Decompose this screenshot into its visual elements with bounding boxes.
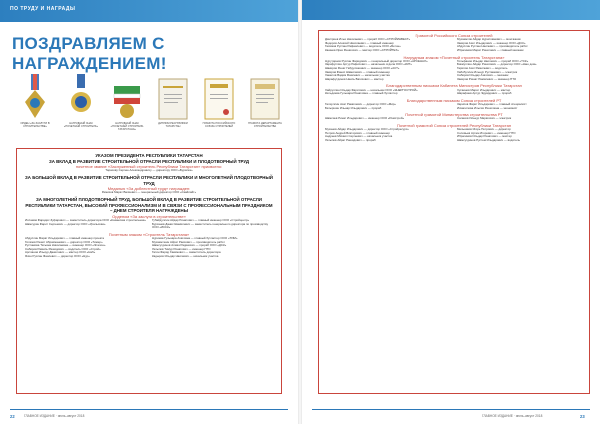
decree-box	[16, 148, 282, 394]
recipient: Каюмов Ирек Ренатович — мастер ООО «СТРОЙТЕХ»	[325, 47, 400, 52]
awards-list-box	[318, 30, 590, 394]
recipient: Гильфанов Ильдар Наилевич — прораб ООО «ТСК»	[457, 58, 529, 63]
award-type: Нагрудным знаком «Почетный строитель Татарстана»	[403, 54, 505, 60]
award-gramota-dept	[246, 72, 284, 128]
recipient: Рустамова Татьяна Николаевна — инженер ООО «Эталон»	[25, 243, 106, 248]
recipient: Хайруллин Ильдар Фаритович — начальник ООО «ЭНЕРГОСТРОЙ»	[325, 87, 418, 92]
award-type: Грамотой Российского Союза строителей	[415, 33, 493, 38]
page-number: 23	[580, 414, 585, 419]
award-caption: ДИПЛОМ РЕСПУБЛИКИ ТАТАРСТАН	[158, 122, 188, 129]
award-type: Почетным знаком «Строитель Татарстана»	[108, 231, 190, 237]
recipient-columns	[325, 38, 583, 52]
recipient: Закиров Азат Ильдарович — инженер ООО «ДСК»	[457, 40, 526, 45]
recipient: Соловьев Артем Игоревич — инженер ПТО	[457, 130, 516, 135]
recipient-columns	[325, 103, 583, 110]
decree-title: УКАЗОМ ПРЕЗИДЕНТА РЕСПУБЛИКИ ТАТАРСТАН	[95, 153, 203, 158]
recipient: Хусаинов Марат Ильдарович — мастер	[457, 87, 511, 92]
recipient: Мельников Игорь Петрович — директор	[457, 127, 511, 132]
recipient: Абдуллин Руслан Наилевич — производитель работ	[457, 44, 528, 49]
recipient: Гилязов Рашит Абрахманович — директор ООО «Тимер»	[25, 239, 103, 244]
recipient: Андреев Михаил Сергеевич — начальник участка	[325, 134, 393, 139]
recipient-columns	[325, 128, 583, 142]
page-number: 22	[10, 414, 15, 419]
award-gramota-rss	[200, 72, 238, 128]
recipient: Бикмуллин Айдар Ринатович — директор ООО «Наш дом»	[457, 62, 537, 67]
order-icon	[16, 72, 54, 120]
recipient: Дмитриев Илья Николаевич — прораб ООО «СТРОЙИНВЕСТ»	[325, 37, 411, 42]
recipient-columns	[25, 237, 273, 259]
recipient: Шакиров Ренат Габдулхакович — инженер ООО «АСТ»	[325, 65, 400, 70]
award-type: Благодарственным письмом Союза строителей РТ	[406, 97, 502, 103]
recipient: Яхин Руслан Фаилевич — директор ООО «Нур»	[25, 253, 90, 258]
recipient: Гасимов Руслан Рафаилевич — водитель ООО «Бетон»	[325, 44, 401, 49]
recipient: Шарафутдинов Наиль Вагизович — мастер	[325, 76, 384, 81]
recipient: Бурханов Данис Шамилевич — заместитель генерального директора по производству ООО «ИКСК»	[152, 221, 269, 230]
award-caption: НАГРУДНЫЙ ЗНАК «ПОЧЕТНЫЙ СТРОИТЕЛЬ ТАТАРСТАНА»	[110, 122, 144, 132]
recipient-columns	[325, 60, 583, 82]
award-type: Почетной грамотой Министерства строительства РТ	[405, 112, 503, 118]
section-title: ЗА БОЛЬШОЙ ВКЛАД В РАЗВИТИЕ СТРОИТЕЛЬНОЙ ОТРАСЛИ РЕСПУБЛИКИ И МНОГОЛЕТНИЙ ПЛОДОТВОРНЫЙ ТРУД	[25, 174, 273, 186]
awards-row	[12, 72, 292, 142]
award-type: Медалью «За доблестный труд» награжден:	[107, 186, 191, 192]
recipient: Кильдиева Гульнара Ринатовна — главный бухгалтер	[325, 91, 398, 96]
award-caption: НАГРУДНЫЙ ЗНАК «ПОЧЕТНЫЙ СТРОИТЕЛЬ»	[63, 122, 99, 129]
recipient: Петров Андрей Викторович — главный инженер	[325, 130, 390, 135]
recipient: Муханов Айдар Ильдарович — директор ООО «Стройресурс»	[325, 127, 409, 132]
section-label: ПО ТРУДУ И НАГРАДЫ	[10, 6, 76, 12]
award-caption: ГРАМОТА РОССИЙСКОГО СОЮЗА СТРОИТЕЛЕЙ	[202, 122, 236, 129]
recipient: Хаметов Вадим Фаилевич — начальник участка	[325, 73, 390, 78]
recipient: Сабиров Ильдар Азатович — механик	[457, 73, 509, 78]
recipient: Сабиров Рамиль Рашидович — водитель ООО «Строй»	[25, 246, 101, 251]
recipient-columns	[25, 219, 273, 230]
top-bar	[0, 0, 298, 22]
badge-icon	[62, 72, 100, 120]
recipient: Нурутдинов Руслан Фаридович — генеральный директор ООО «АРСЕНАЛ»	[325, 58, 428, 63]
diploma-icon	[154, 72, 192, 120]
footer-text: ГЛАВНОЕ ИЗДАНИЕ · июль–август 2018	[24, 414, 85, 418]
recipient: Абдуллин Марат Ильдарович — главный инженер проекта	[25, 235, 105, 240]
recipient: Шамсутдинов Рустем Ильдарович — водитель	[457, 137, 520, 142]
right-page	[302, 0, 600, 424]
recipient: Арсланов Ильнур Данилович — мастер ООО «Наб»	[25, 250, 96, 255]
recipient-columns	[325, 89, 583, 96]
recipient: Закиров Фанис Шамилевич — главный инженер	[325, 69, 390, 74]
recipient: Ибрагимов Марат Ринатович — главный механик	[457, 47, 524, 52]
tatarstan-badge-icon	[108, 72, 146, 120]
recipient: Шамсурин Фарит Сергеевич — директор ООО «Уральская»	[25, 221, 106, 226]
section-title: ЗА МНОГОЛЕТНИЙ ПЛОДОТВОРНЫЙ ТРУД, БОЛЬШОЙ ВКЛАД В РАЗВИТИЕ СТРОИТЕЛЬНОЙ ОТРАСЛИ РЕСПУБЛИКИ ТАТАРСТАН, ВЫСОКИЙ ПРОФЕССИОНАЛИЗМ И В СВЯЗИ С ПРОФЕССИОНАЛЬНЫМ ПРАЗДНИКОМ – ДНЕМ СТРОИТЕЛЯ НАГРАЖДЕНЫ	[25, 196, 273, 214]
recipient: Мухаметов Айдар Нурисламович — монтажник	[457, 37, 521, 42]
award-caption: ГРАМОТА ДЕПАРТАМЕНТА СТРОИТЕЛЬСТВА	[248, 122, 282, 129]
certificate-icon	[200, 72, 238, 120]
award-badge	[62, 72, 100, 128]
award-diploma	[154, 72, 192, 128]
award-type: Почетной грамотой Союза строителей Республики Татарстан	[396, 122, 512, 128]
recipient: Латыпов Тимур Ринатович — инженер ПТО	[152, 246, 211, 251]
recipient: Салахов Ильнур Маратович — электрик	[457, 116, 512, 121]
recipient: Ибрагимов Ильдар Ринатович — мастер	[457, 134, 512, 139]
recipient: Гарипов Азат Рамилевич — водитель	[457, 65, 508, 70]
decree-subtitle: ЗА ВКЛАД В РАЗВИТИЕ СТРОИТЕЛЬНОЙ ОТРАСЛИ РЕСПУБЛИКИ И ПЛОДОТВОРНЫЙ ТРУД	[48, 158, 250, 164]
award-order	[16, 72, 54, 128]
recipient: Гатин Фарид Хакимович — заместитель директора	[152, 250, 221, 255]
recipient: Ремизов Марат Валиевич — генеральный директор ООО «Скайлайт»	[101, 190, 197, 195]
recipient: Шамсутдинов Алмаз Радикович — прораб ООО «ДСК»	[152, 243, 227, 248]
top-bar	[302, 0, 600, 20]
recipient: Батыршин Ильнар Ильдарович — прораб	[325, 105, 382, 110]
recipient: Мухаметшин Айрат Раисович — производитель работ	[152, 239, 225, 244]
recipient: Закиров Ришат Рамилевич — инженер ПТО	[457, 76, 517, 81]
award-type: Благодарственным письмом Кабинета Министров Республики Татарстан	[386, 83, 522, 89]
award-type: Орденом «За заслуги в строительстве»	[112, 213, 186, 219]
award-caption: ОРДЕН «ЗА ЗАСЛУГИ В СТРОИТЕЛЬСТВЕ»	[20, 122, 50, 129]
footer-text: ГЛАВНОЕ ИЗДАНИЕ · июль–август 2018	[482, 414, 543, 418]
recipient: Галиуллин Азат Рамилевич — директор ООО «Мир»	[325, 101, 397, 106]
recipient: Латыпов Айрат Рашидович — прораб	[325, 137, 376, 142]
recipient: Шамсиев Ринат Ильдарович — инженер ООО «Ремстрой»	[325, 116, 405, 121]
page-headline: ПОЗДРАВЛЯЕМ С НАГРАЖДЕНИЕМ!	[12, 34, 167, 73]
award-tatarstan	[108, 72, 146, 132]
left-page	[0, 0, 298, 424]
footer-rule	[10, 409, 288, 410]
footer-rule	[312, 409, 590, 410]
recipient: Хабибуллин Ильнур Рустамович — электрик	[457, 69, 518, 74]
recipient: Зарифуллин Артур Рафисович — начальник отдела ООО «КИТ»	[325, 62, 412, 67]
recipient: Исламов Фарадис Зуфарович — заместитель директора ООО «Казанская строительная»	[25, 217, 146, 222]
recipient: Зарипов Фарит Ильдарович — главный специалист	[457, 101, 527, 106]
recipient: Кадыров Ильдар Наилевич — начальник участка	[152, 253, 219, 258]
certificate-icon	[246, 72, 284, 120]
recipient: Тарасову Сергею Александровичу — директору ООО «Бурилка»	[105, 168, 193, 173]
recipient: Шарафиев Артур Эдуардович — прораб	[457, 91, 512, 96]
recipient: Федоров Алексей Николаевич — главный инженер	[325, 40, 394, 45]
recipient: Исмагилова Ильсия Ринатовна — экономист	[457, 105, 518, 110]
recipient: Нуриева Гульнара Ахатовна — главный бухгалтер ООО «ТИМ»	[152, 235, 238, 240]
award-type: почетное звание «Заслуженный строитель Республики Татарстан» присвоено:	[75, 164, 223, 170]
recipient: Губайдуллин Айдар Ринатович — главный инженер ООО «Стройцентр»	[152, 217, 250, 222]
